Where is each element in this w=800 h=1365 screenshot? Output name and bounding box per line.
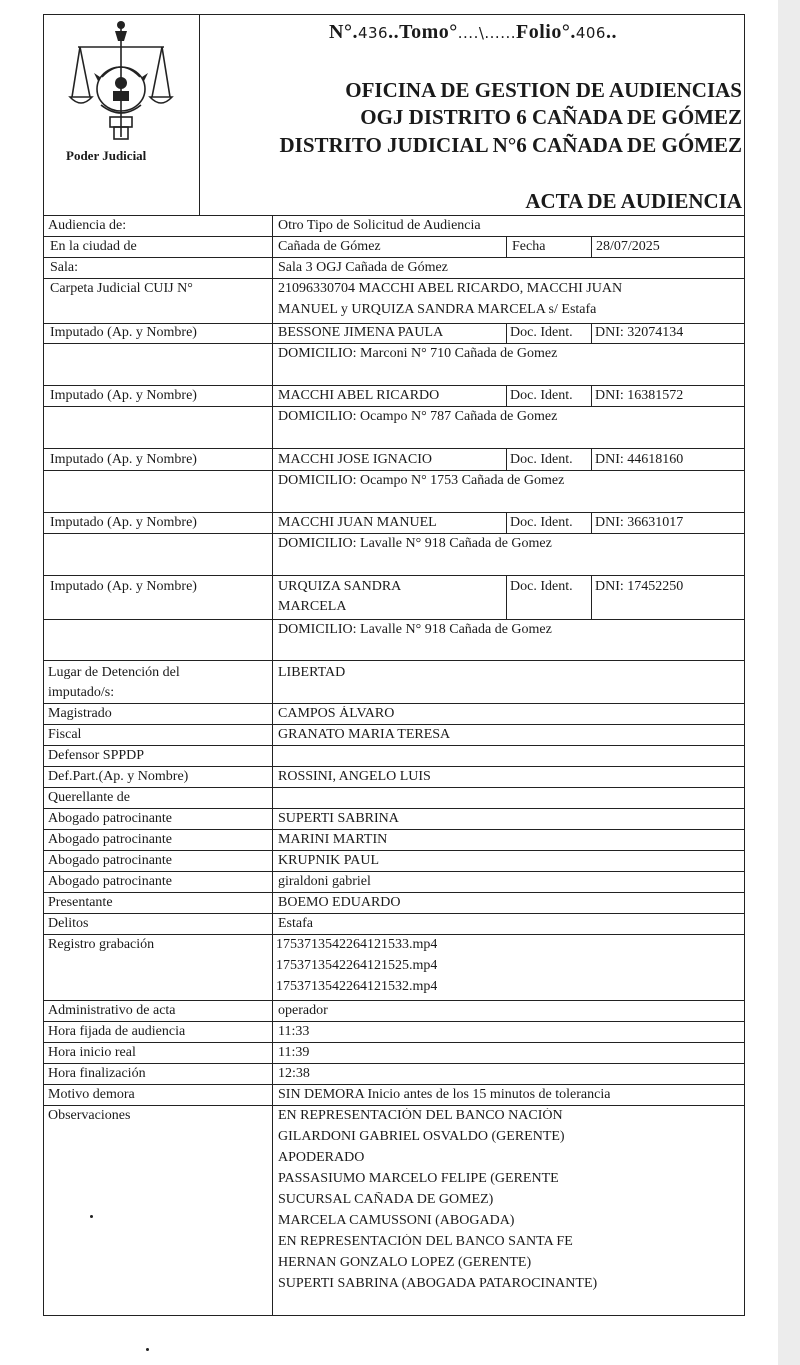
dni-value: DNI: 16381572	[595, 388, 684, 403]
hora-fijada-value: 11:33	[278, 1024, 310, 1039]
row-line	[44, 808, 744, 809]
hora-inicio-label: Hora inicio real	[48, 1045, 136, 1060]
row-line	[44, 787, 744, 788]
row-line	[44, 448, 744, 449]
doc-ident-label: Doc. Ident.	[510, 515, 573, 530]
row-line	[44, 406, 744, 407]
district-title: DISTRITO JUDICIAL N°6 CAÑADA DE GÓMEZ	[279, 133, 742, 157]
row-line	[44, 257, 744, 258]
domicilio-value: DOMICILIO: Ocampo N° 1753 Cañada de Gomez	[278, 473, 565, 488]
column-divider	[591, 448, 592, 470]
ogj-title: OGJ DISTRITO 6 CAÑADA DE GÓMEZ	[360, 105, 742, 129]
row-line	[44, 1042, 744, 1043]
column-divider	[591, 323, 592, 343]
hora-fin-label: Hora finalización	[48, 1066, 146, 1081]
row-line	[44, 619, 744, 620]
row-line	[44, 343, 744, 344]
column-divider	[506, 448, 507, 470]
imputado-label: Imputado (Ap. y Nombre)	[50, 452, 197, 467]
carpeta-label: Carpeta Judicial CUIJ N°	[50, 281, 193, 296]
imputado-name-line2: MARCELA	[278, 599, 347, 614]
emblem-label: Poder Judicial	[66, 148, 147, 163]
observaciones-label: Observaciones	[48, 1108, 131, 1123]
row-line	[44, 1105, 744, 1106]
column-divider	[506, 323, 507, 343]
registro-file: 1753713542264121533.mp4	[276, 937, 438, 952]
row-line	[44, 1063, 744, 1064]
motivo-value: SIN DEMORA Inicio antes de los 15 minutos de tolerancia	[278, 1087, 611, 1102]
domicilio-value: DOMICILIO: Ocampo N° 787 Cañada de Gomez	[278, 409, 558, 424]
row-line	[44, 871, 744, 872]
imputado-label: Imputado (Ap. y Nombre)	[50, 579, 197, 594]
row-line	[44, 575, 744, 576]
observaciones-line: APODERADO	[278, 1150, 365, 1165]
imputado-label: Imputado (Ap. y Nombre)	[50, 325, 197, 340]
folio-label: Folio°.	[516, 21, 576, 43]
row-line	[44, 470, 744, 471]
abogado-value: giraldoni gabriel	[278, 874, 371, 889]
doc-ident-label: Doc. Ident.	[510, 452, 573, 467]
stray-mark	[90, 1215, 93, 1218]
dni-value: DNI: 17452250	[595, 579, 684, 594]
row-line	[44, 385, 744, 386]
fiscal-value: GRANATO MARIA TERESA	[278, 727, 451, 742]
stray-mark	[146, 1348, 149, 1351]
delitos-label: Delitos	[48, 916, 89, 931]
column-divider	[591, 385, 592, 406]
abogado-label: Abogado patrocinante	[48, 874, 173, 889]
imputado-name: MACCHI JUAN MANUEL	[278, 515, 437, 530]
fiscal-label: Fiscal	[48, 727, 82, 742]
registro-file: 1753713542264121532.mp4	[276, 979, 438, 994]
fecha-label: Fecha	[512, 239, 546, 254]
doc-ident-label: Doc. Ident.	[510, 388, 573, 403]
acta-document	[43, 14, 745, 1316]
carpeta-value-line1: 21096330704 MACCHI ABEL RICARDO, MACCHI JUAN	[278, 281, 623, 296]
defpart-label: Def.Part.(Ap. y Nombre)	[48, 769, 189, 784]
registro-file: 1753713542264121525.mp4	[276, 958, 438, 973]
abogado-label: Abogado patrocinante	[48, 811, 173, 826]
imputado-name: BESSONE JIMENA PAULA	[278, 325, 444, 340]
poder-judicial-emblem-icon	[66, 17, 176, 145]
handwritten-folio-value: 406	[575, 24, 606, 42]
hora-fin-value: 12:38	[278, 1066, 310, 1081]
registro-label: Registro grabación	[48, 937, 155, 952]
row-line	[44, 323, 744, 324]
row-line	[44, 703, 744, 704]
presentante-value: BOEMO EDUARDO	[278, 895, 401, 910]
querellante-label: Querellante de	[48, 790, 131, 805]
imputado-label: Imputado (Ap. y Nombre)	[50, 388, 197, 403]
imputado-name-line1: URQUIZA SANDRA	[278, 579, 402, 594]
column-divider	[272, 215, 273, 1315]
imputado-label: Imputado (Ap. y Nombre)	[50, 515, 197, 530]
observaciones-line: SUCURSAL CAÑADA DE GOMEZ)	[278, 1192, 494, 1207]
delitos-value: Estafa	[278, 916, 313, 931]
detencion-label-line2: imputado/s:	[48, 685, 115, 700]
doc-ident-label: Doc. Ident.	[510, 325, 573, 340]
row-line	[44, 829, 744, 830]
row-line	[44, 766, 744, 767]
row-line	[44, 533, 744, 534]
row-line	[44, 892, 744, 893]
document-header	[44, 15, 744, 216]
observaciones-line: PASSASIUMO MARCELO FELIPE (GERENTE	[278, 1171, 559, 1186]
observaciones-line: SUPERTI SABRINA (ABOGADA PATAROCINANTE)	[278, 1276, 598, 1291]
dni-value: DNI: 44618160	[595, 452, 684, 467]
scroll-margin	[778, 0, 800, 1365]
observaciones-line: EN REPRESENTACIÓN DEL BANCO SANTA FE	[278, 1234, 573, 1249]
imputado-name: MACCHI ABEL RICARDO	[278, 388, 440, 403]
row-line	[44, 1084, 744, 1085]
defpart-value: ROSSINI, ANGELO LUIS	[278, 769, 431, 784]
dni-value: DNI: 32074134	[595, 325, 684, 340]
row-line	[44, 236, 744, 237]
fecha-value: 28/07/2025	[596, 239, 660, 254]
row-line	[44, 850, 744, 851]
row-line	[44, 745, 744, 746]
detencion-value: LIBERTAD	[278, 665, 346, 680]
row-line	[44, 1000, 744, 1001]
sala-label: Sala:	[50, 260, 78, 275]
magistrado-value: CAMPOS ÁLVARO	[278, 706, 395, 721]
column-divider	[591, 512, 592, 533]
row-line	[44, 660, 744, 661]
row-line	[44, 278, 744, 279]
hora-inicio-value: 11:39	[278, 1045, 310, 1060]
administrativo-value: operador	[278, 1003, 328, 1018]
tomo-label: ..Tomo°	[388, 21, 458, 43]
row-line	[44, 1021, 744, 1022]
doc-ident-label: Doc. Ident.	[510, 579, 573, 594]
column-divider	[506, 385, 507, 406]
sala-value: Sala 3 OGJ Cañada de Gómez	[278, 260, 448, 275]
abogado-label: Abogado patrocinante	[48, 832, 173, 847]
hora-fijada-label: Hora fijada de audiencia	[48, 1024, 186, 1039]
ciudad-value: Cañada de Gómez	[278, 239, 381, 254]
observaciones-line: MARCELA CAMUSSONI (ABOGADA)	[278, 1213, 515, 1228]
column-divider	[506, 575, 507, 619]
row-line	[44, 512, 744, 513]
observaciones-line: GILARDONI GABRIEL OSVALDO (GERENTE)	[278, 1129, 565, 1144]
row-line	[44, 913, 744, 914]
handwritten-tomo-value: ....\......	[457, 24, 516, 42]
dni-value: DNI: 36631017	[595, 515, 684, 530]
office-title: OFICINA DE GESTION DE AUDIENCIAS	[345, 78, 742, 102]
abogado-label: Abogado patrocinante	[48, 853, 173, 868]
magistrado-label: Magistrado	[48, 706, 112, 721]
imputado-name: MACCHI JOSE IGNACIO	[278, 452, 433, 467]
defensor-label: Defensor SPPDP	[48, 748, 145, 763]
acta-title: ACTA DE AUDIENCIA	[525, 189, 742, 213]
domicilio-value: DOMICILIO: Lavalle N° 918 Cañada de Gomez	[278, 536, 552, 551]
observaciones-line: HERNAN GONZALO LOPEZ (GERENTE)	[278, 1255, 532, 1270]
presentante-label: Presentante	[48, 895, 113, 910]
handwritten-n-value: 436	[357, 24, 389, 42]
row-line	[44, 934, 744, 935]
abogado-value: SUPERTI SABRINA	[278, 811, 399, 826]
column-divider	[591, 575, 592, 619]
abogado-value: KRUPNIK PAUL	[278, 853, 380, 868]
column-divider	[506, 512, 507, 533]
abogado-value: MARINI MARTIN	[278, 832, 388, 847]
motivo-label: Motivo demora	[48, 1087, 135, 1102]
column-divider	[591, 236, 592, 257]
registry-number-line	[329, 21, 617, 44]
emblem-box	[44, 15, 200, 215]
observaciones-line: EN REPRESENTACIÓN DEL BANCO NACIÓN	[278, 1108, 563, 1123]
audiencia-label: Audiencia de:	[48, 218, 127, 233]
administrativo-label: Administrativo de acta	[48, 1003, 176, 1018]
domicilio-value: DOMICILIO: Lavalle N° 918 Cañada de Gomez	[278, 622, 552, 637]
ciudad-label: En la ciudad de	[50, 239, 137, 254]
number-line-trail: ..	[605, 21, 617, 43]
detencion-label-line1: Lugar de Detención del	[48, 665, 180, 680]
domicilio-value: DOMICILIO: Marconi N° 710 Cañada de Gomez	[278, 346, 558, 361]
audiencia-value: Otro Tipo de Solicitud de Audiencia	[278, 218, 481, 233]
carpeta-value-line2: MANUEL y URQUIZA SANDRA MARCELA s/ Estafa	[278, 302, 597, 317]
column-divider	[506, 236, 507, 257]
n-label: N°.	[329, 21, 358, 43]
row-line	[44, 724, 744, 725]
